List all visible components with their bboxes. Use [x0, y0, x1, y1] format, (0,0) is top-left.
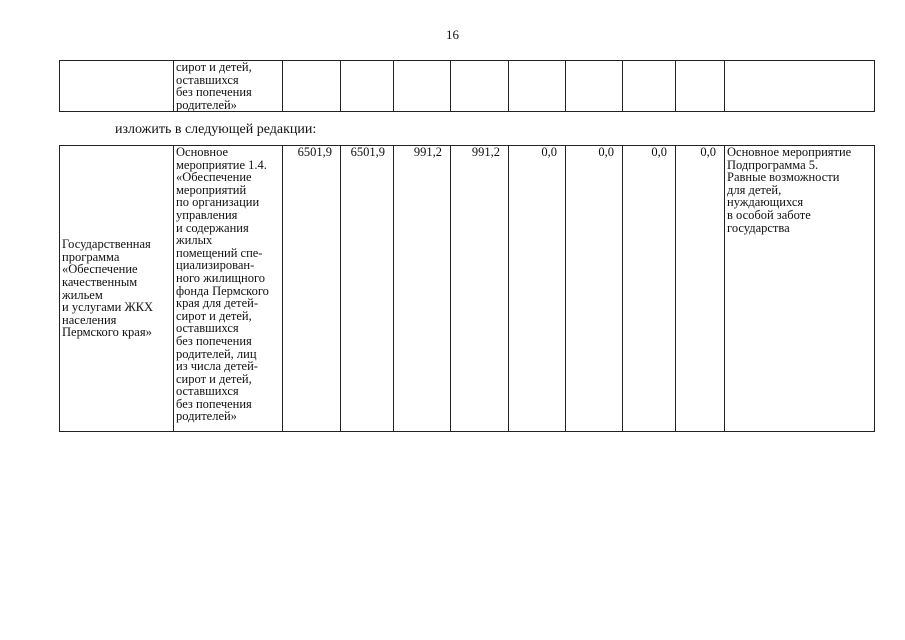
table-cell: сирот и детей, оставшихся без попечения родителей»: [174, 61, 283, 112]
value-cell: 0,0: [676, 146, 725, 432]
revised-table: [59, 145, 875, 432]
value-cell: 0,0: [566, 146, 623, 432]
table-cell: [623, 61, 676, 112]
program-cell: Государственная программа «Обеспечение качественным жильем и услугами ЖКХ населения Пермского края»: [60, 146, 174, 432]
result-cell: Основное мероприятие Подпрограмма 5. Равные возможности для детей, нуждающихся в особой заботе государства: [725, 146, 875, 432]
page-number: 16: [446, 27, 459, 42]
table-cell: [341, 61, 394, 112]
value-cell: 6501,9: [283, 146, 341, 432]
table-cell: [725, 61, 875, 112]
value-cell: 6501,9: [341, 146, 394, 432]
value-cell: 0,0: [623, 146, 676, 432]
table-cell: [566, 61, 623, 112]
table-row: [60, 61, 875, 112]
intro-text: изложить в следующей редакции:: [115, 122, 317, 137]
table-cell: [676, 61, 725, 112]
value-cell: 991,2: [394, 146, 451, 432]
value-cell: 991,2: [451, 146, 509, 432]
table-cell: [509, 61, 566, 112]
table-cell: [283, 61, 341, 112]
continued-table: [59, 60, 875, 112]
event-cell: Основное мероприятие 1.4. «Обеспечение мероприятий по организации управления и содержания жилых помещений спе- циализирован- ного жилищного фонда Пермского края для детей- сирот и детей, оставшихся без попечения родителей, лиц из числа детей- сирот и детей, оставшихся без попечения родителей»: [174, 146, 283, 432]
table-cell: [394, 61, 451, 112]
table-cell: [451, 61, 509, 112]
table-row: [60, 146, 875, 432]
table-cell: [60, 61, 174, 112]
value-cell: 0,0: [509, 146, 566, 432]
